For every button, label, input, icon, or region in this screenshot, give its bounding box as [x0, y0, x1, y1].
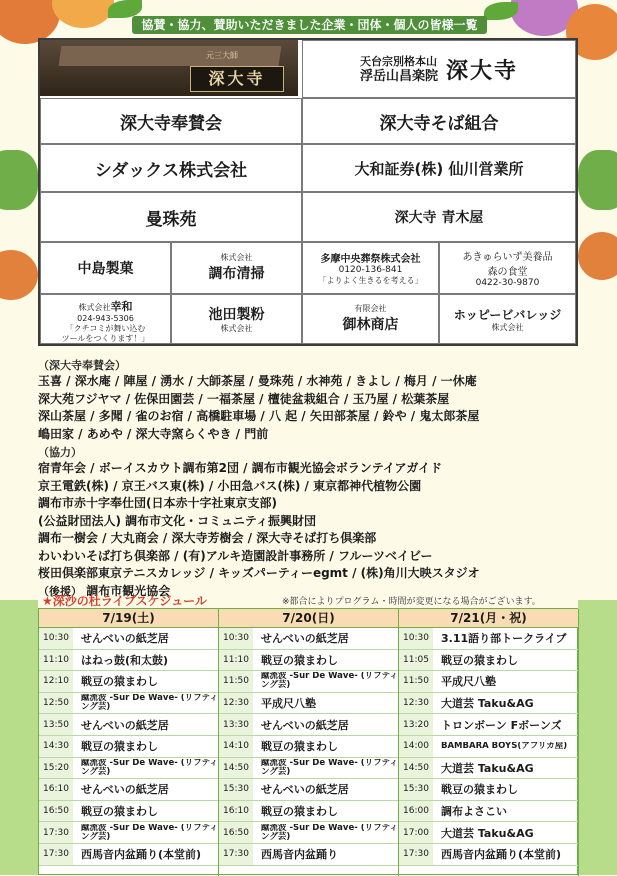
list-line: 桜田倶楽部東京テニスカレッジ / キッズパーティーegmt / (株)角川大映スタジオ	[38, 566, 480, 580]
schedule-row	[39, 844, 218, 866]
list-line: 深大苑フジヤマ / 佐保田園芸 / 一福茶屋 / 檀徒盆栽組合 / 玉乃屋 / 松葉茶屋	[38, 391, 450, 406]
schedule-program: 3.11語り部トークライブ	[441, 632, 567, 646]
schedule-row	[219, 801, 398, 823]
sponsor-cell	[171, 294, 302, 344]
schedule-row	[399, 628, 578, 650]
fruit-illustration	[578, 232, 617, 280]
sponsor-name: 森の食堂	[487, 266, 528, 278]
schedule-program: せんべいの紙芝居	[81, 632, 169, 646]
schedule-program: 蹴流波 -Sur De Wave- (リフティング芸)	[261, 758, 398, 777]
schedule-program: はねっ鼓(和太鼓)	[81, 653, 169, 667]
schedule-program: せんべいの紙芝居	[261, 783, 349, 797]
schedule-time: 10:30	[399, 628, 433, 649]
schedule-program: 大道芸 Taku&AG	[441, 761, 534, 775]
sponsor-name: あきゅらいず美養品	[462, 251, 553, 263]
list-line: 京王電鉄(株) / 京王バス東(株) / 小田急バス(株) / 東京都神代植物公園	[38, 478, 422, 493]
schedule-row	[39, 736, 218, 758]
sponsor-cell: 深大寺 青木屋	[302, 192, 576, 242]
sponsor-tel: 024-943-5306	[77, 313, 134, 323]
schedule-program: 調布よさこい	[441, 805, 507, 819]
schedule-row	[399, 758, 578, 780]
sponsor-cell	[439, 242, 576, 294]
schedule-row	[39, 671, 218, 693]
schedule-program: 戦豆の猿まわし	[261, 740, 338, 754]
schedule-row	[399, 714, 578, 736]
schedule-row	[219, 671, 398, 693]
schedule-row	[219, 736, 398, 758]
sponsor-slogan: 「よりよく生きるを考える」	[318, 276, 423, 285]
schedule-row	[399, 779, 578, 801]
sponsor-type: 有限会社	[354, 304, 387, 313]
sponsor-tel: 0422-30-9870	[475, 277, 540, 288]
schedule-row	[219, 844, 398, 866]
schedule-program: せんべいの紙芝居	[81, 718, 169, 732]
schedule-time: 11:10	[219, 650, 253, 671]
schedule-program: 戦豆の猿まわし	[81, 675, 158, 689]
sponsor-type: 株式会社	[220, 253, 253, 262]
sponsor-tel: 0120-136-841	[338, 265, 403, 275]
schedule-program: せんべいの紙芝居	[261, 632, 349, 646]
schedule-time: 16:10	[219, 801, 253, 822]
schedule-time: 11:10	[39, 650, 73, 671]
schedule-row	[219, 758, 398, 780]
temple-photo	[40, 40, 298, 96]
sponsor-cell: 深大寺奉賛会	[40, 98, 302, 144]
schedule-day-header: 7/20(日)	[219, 609, 398, 628]
schedule-program: BAMBARA BOYS(アフリカ屋)	[441, 741, 568, 751]
sponsor-slogan: 「クチコミが舞い込む	[65, 323, 146, 333]
schedule-time: 14:30	[39, 736, 73, 757]
schedule-time: 16:00	[399, 801, 433, 822]
sponsor-name: 幸和	[110, 299, 133, 313]
temple-name: 深大寺	[446, 58, 519, 84]
list-line: 嶋田家 / あめや / 深大寺窯らくやき / 門前	[38, 426, 269, 441]
list-line: 調布一樹会 / 大丸商会 / 深大寺芳樹会 / 深大寺そば打ち倶楽部	[38, 531, 377, 545]
fruit-illustration	[52, 0, 114, 28]
fruit-illustration	[0, 150, 38, 210]
sponsor-name: 多摩中央葬祭株式会社	[320, 254, 421, 265]
schedule-time: 16:10	[39, 779, 73, 800]
sponsor-cell: 曼珠苑	[40, 192, 302, 242]
schedule-row	[39, 758, 218, 780]
sponsor-cell: 大和証券(株) 仙川営業所	[302, 144, 576, 192]
sponsor-name: 調布清掃	[208, 266, 265, 282]
section-heading: （協力）	[38, 446, 82, 459]
sponsor-name: 池田製粉	[208, 307, 265, 323]
schedule-program: 蹴流波 -Sur De Wave- (リフティング芸)	[81, 758, 218, 777]
sponsor-name: 御林商店	[342, 317, 399, 333]
schedule-row	[39, 822, 218, 844]
temple-sect: 天台宗別格本山	[359, 55, 437, 68]
schedule-time: 17:30	[219, 844, 253, 865]
schedule-time: 15:30	[219, 779, 253, 800]
schedule-program: 戦豆の猿まわし	[441, 653, 518, 667]
schedule-row	[399, 822, 578, 844]
schedule-day-column	[39, 609, 219, 876]
temple-name-prefix: 浮岳山昌楽院	[359, 69, 438, 84]
schedule-time: 11:05	[399, 650, 433, 671]
sponsor-grid	[38, 38, 578, 346]
green-background	[578, 600, 617, 875]
section-heading: （深大寺奉賛会）	[38, 359, 126, 372]
schedule-program: 平成尺八塾	[261, 697, 316, 711]
schedule-program: 戦豆の猿まわし	[261, 653, 338, 667]
schedule-program: 蹴流波 -Sur De Wave- (リフティング芸)	[261, 823, 398, 842]
schedule-program: 平成尺八塾	[441, 675, 496, 689]
schedule-program: 西馬音内盆踊り(本堂前)	[441, 848, 562, 862]
schedule-row	[39, 693, 218, 715]
sponsor-type: 株式会社	[220, 324, 253, 333]
schedule-row	[39, 801, 218, 823]
schedule-time: 13:30	[219, 714, 253, 735]
schedule-title: ★深沙の杜ライブスケジュール	[42, 594, 207, 608]
schedule-note: ※都合によりプログラム・時間が変更になる場合がございます。	[282, 597, 541, 607]
list-line: (公益財団法人) 調布市文化・コミュニティ振興財団	[38, 513, 316, 528]
list-line: 宿青年会 / ボーイスカウト調布第2団 / 調布市観光協会ボランテイアガイド	[38, 461, 443, 475]
schedule-time: 17:30	[39, 822, 73, 843]
schedule-program: 大道芸 Taku&AG	[441, 826, 534, 840]
schedule-time: 16:50	[39, 801, 73, 822]
list-line: 玉喜 / 深水庵 / 陣屋 / 湧水 / 大師茶屋 / 曼珠苑 / 水神苑 / きよし / 梅月 / 一休庵	[38, 374, 477, 388]
schedule-time: 17:30	[39, 844, 73, 865]
schedule-program: 蹴流波 -Sur De Wave- (リフティング芸)	[261, 672, 398, 691]
schedule-row	[219, 650, 398, 672]
schedule-program: せんべいの紙芝居	[261, 718, 349, 732]
section-heading: （後援）	[38, 584, 82, 598]
schedule-time: 11:50	[399, 671, 433, 692]
schedule-time: 12:10	[39, 671, 73, 692]
sponsor-cell: シダックス株式会社	[40, 144, 302, 192]
schedule-row	[219, 628, 398, 650]
schedule-program: 戦豆の猿まわし	[81, 805, 158, 819]
list-line: 深山茶屋 / 多聞 / 雀のお宿 / 高橋駐車場 / 八 起 / 矢田部茶屋 / 鈴や / 鬼太郎茶屋	[38, 409, 480, 423]
schedule-row	[39, 628, 218, 650]
temple-roof	[59, 46, 282, 66]
schedule-time: 15:30	[399, 779, 433, 800]
sponsor-type: 株式会社	[78, 302, 111, 312]
schedule-time: 14:00	[399, 736, 433, 757]
green-background	[0, 600, 38, 875]
fruit-illustration	[578, 150, 617, 210]
schedule-row	[219, 693, 398, 715]
sponsor-cell	[40, 294, 171, 344]
schedule-program: せんべいの紙芝居	[81, 783, 169, 797]
schedule-time: 14:50	[219, 758, 253, 779]
temple-name-cell	[302, 40, 576, 98]
list-line: 調布市赤十字奉仕団(日本赤十字社東京支部)	[38, 496, 277, 510]
schedule-time: 12:30	[399, 693, 433, 714]
schedule-row	[399, 736, 578, 758]
schedule-day-column	[219, 609, 399, 876]
schedule-time: 10:30	[39, 628, 73, 649]
schedule-program: 戦豆の猿まわし	[261, 805, 338, 819]
schedule-program: 戦豆の猿まわし	[81, 740, 158, 754]
schedule-table	[38, 608, 578, 875]
schedule-row	[399, 844, 578, 866]
temple-plaque: 深大寺	[190, 66, 284, 92]
sponsor-type: 株式会社	[491, 322, 524, 332]
schedule-row	[399, 671, 578, 693]
schedule-time: 15:20	[39, 758, 73, 779]
schedule-program: 戦豆の猿まわし	[441, 783, 518, 797]
schedule-program: 蹴流波 -Sur De Wave- (リフティング芸)	[81, 823, 218, 842]
sponsor-slogan: ツールをつくります！」	[61, 333, 150, 343]
schedule-day-header: 7/19(土)	[39, 609, 218, 628]
fruit-illustration	[0, 250, 38, 300]
plaque-subtitle: 元三大師	[206, 51, 238, 60]
schedule-time: 12:50	[39, 693, 73, 714]
sponsor-cell	[171, 242, 302, 294]
supporter-lists	[38, 356, 598, 600]
schedule-row	[39, 650, 218, 672]
schedule-row	[219, 714, 398, 736]
schedule-time: 13:50	[39, 714, 73, 735]
list-line: わいわいそば打ち倶楽部 / (有)アルキ造園設計事務所 / フルーツベイビー	[38, 548, 433, 563]
schedule-row	[219, 779, 398, 801]
schedule-row	[399, 693, 578, 715]
schedule-time: 13:20	[399, 714, 433, 735]
schedule-program: 大道芸 Taku&AG	[441, 697, 534, 711]
schedule-row	[399, 801, 578, 823]
schedule-time: 14:10	[219, 736, 253, 757]
banner-title: 協賛・協力、賛助いただきました企業・団体・個人の皆様一覧	[132, 16, 487, 34]
schedule-program: 西馬音内盆踊り(本堂前)	[81, 848, 202, 862]
sponsor-name: ホッピービバレッジ	[453, 307, 562, 322]
schedule-time: 16:50	[219, 822, 253, 843]
schedule-time: 14:50	[399, 758, 433, 779]
schedule-time: 17:00	[399, 822, 433, 843]
sponsor-cell	[439, 294, 576, 344]
schedule-program: 西馬音内盆踊り	[261, 848, 338, 862]
schedule-time: 17:30	[399, 844, 433, 865]
schedule-time: 12:30	[219, 693, 253, 714]
schedule-time: 11:50	[219, 671, 253, 692]
temple-photo-cell	[40, 40, 302, 98]
schedule-day-header: 7/21(月・祝)	[399, 609, 578, 628]
schedule-row	[399, 650, 578, 672]
sponsor-cell	[302, 242, 439, 294]
schedule-row	[39, 714, 218, 736]
sponsor-cell	[302, 294, 439, 344]
schedule-program: 蹴流波 -Sur De Wave- (リフティング芸)	[81, 694, 218, 713]
sponsor-cell: 中島製菓	[40, 242, 171, 294]
koen-name: 調布市観光協会	[86, 583, 171, 598]
schedule-time: 10:30	[219, 628, 253, 649]
schedule-day-column	[399, 609, 579, 876]
schedule-row	[39, 779, 218, 801]
schedule-program: トロンボーン Fボーンズ	[441, 718, 562, 732]
schedule-row	[219, 822, 398, 844]
sponsor-cell: 深大寺そば組合	[302, 98, 576, 144]
